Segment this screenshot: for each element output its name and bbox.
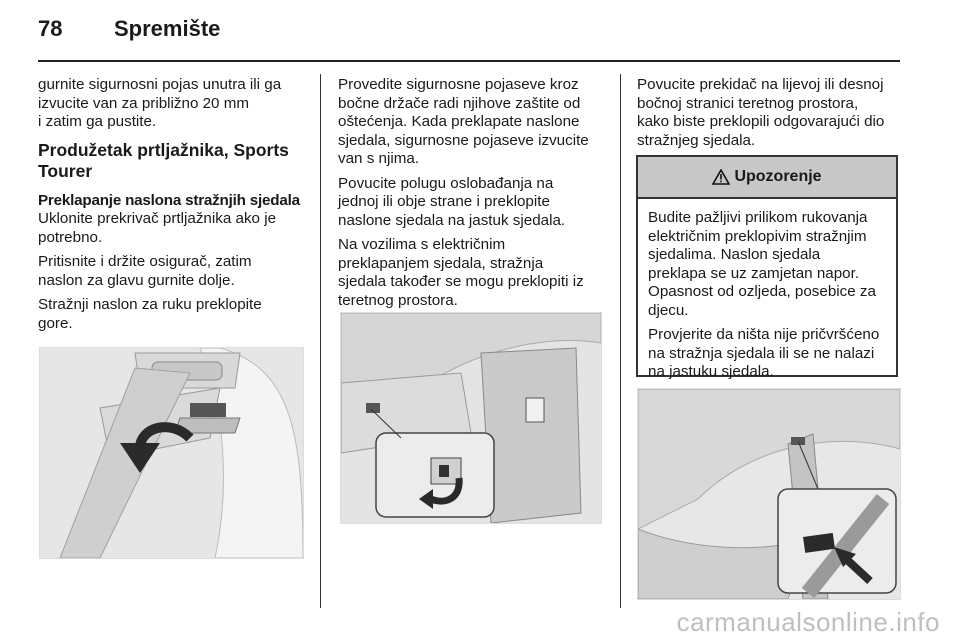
- column-2: [338, 76, 608, 316]
- paragraph: [338, 175, 608, 231]
- heading-line: Produžetak prtljažnika, Sports: [38, 139, 289, 160]
- paragraph: [38, 210, 308, 247]
- paragraph: [338, 76, 608, 169]
- page-number: 78: [38, 16, 63, 41]
- warning-body: [638, 199, 896, 398]
- text-line: sjedala, sigurnosne pojaseve izvucite: [338, 131, 589, 149]
- warning-box: [636, 155, 898, 380]
- cargo-release-illustration: [340, 312, 602, 524]
- watermark: carmanualsonline.info: [676, 607, 940, 637]
- text-line: jednoj ili obje strane i preklopite: [338, 193, 550, 210]
- column-1: [38, 76, 308, 339]
- text-line: naslone sjedala na jastuk sjedala.: [338, 211, 566, 229]
- column-divider-2: [620, 74, 621, 608]
- paragraph: [338, 236, 608, 310]
- subheading-folding-seats: Preklapanje naslona stražnjih sjedala: [38, 191, 300, 209]
- text-line: gore.: [38, 314, 73, 332]
- text-line: električnim preklopivim stražnjim: [648, 227, 867, 245]
- text-line: oštećenja. Kada preklapate naslone: [338, 113, 580, 130]
- intro-paragraph: [38, 76, 308, 132]
- header-divider: [38, 60, 900, 62]
- heading-line: Tourer: [38, 160, 93, 181]
- text-line: Pritisnite i držite osigurač, zatim: [38, 253, 252, 270]
- text-line: kako biste preklopili odgovarajući dio: [637, 113, 885, 130]
- warning-triangle-icon: [712, 169, 730, 185]
- column-divider-1: [320, 74, 321, 608]
- warning-title: Upozorenje: [734, 168, 822, 185]
- paragraph: [38, 296, 308, 333]
- text-line: i zatim ga pustite.: [38, 113, 157, 130]
- text-line: sjedala također se mogu preklopiti iz: [338, 273, 584, 290]
- text-line: Stražnji naslon za ruku preklopite: [38, 296, 262, 313]
- text-line: Na vozilima s električnim: [338, 236, 506, 253]
- text-line: izvucite van za približno 20 mm: [38, 94, 250, 112]
- text-line: Budite pažljivi prilikom rukovanja: [648, 209, 868, 226]
- text-line: sjedalima. Naslon sjedala: [648, 246, 821, 263]
- text-line: gurnite sigurnosni pojas unutra ili ga: [38, 76, 282, 93]
- seat-switch-illustration: [637, 388, 901, 600]
- text-line: stražnjeg sjedala.: [637, 131, 756, 149]
- text-line: Provedite sigurnosne pojaseve kroz: [338, 76, 579, 93]
- text-line: bočnoj stranici teretnog prostora,: [637, 94, 859, 112]
- text-line: teretnog prostora.: [338, 291, 458, 309]
- section-title: Spremište: [114, 16, 221, 41]
- text-line: naslon za glavu gurnite dolje.: [38, 271, 235, 289]
- column-3: [637, 76, 907, 156]
- paragraph: [38, 253, 308, 290]
- text-line: Provjerite da ništa nije pričvršćeno: [648, 326, 880, 343]
- text-line: na stražnja sjedala ili se ne nalazi: [648, 344, 875, 362]
- warning-paragraph: [648, 209, 886, 320]
- text-line: Opasnost od ozljeda, posebice za: [648, 283, 876, 300]
- heading-cargo-extension: [38, 140, 308, 182]
- text-line: na jastuku sjedala.: [648, 363, 774, 380]
- warning-paragraph: [648, 326, 886, 382]
- headrest-illustration: [39, 347, 304, 559]
- text-line: Uklonite prekrivač prtljažnika ako je: [38, 210, 277, 227]
- paragraph: [637, 76, 907, 150]
- text-line: Povucite prekidač na lijevoj ili desnoj: [637, 76, 884, 93]
- text-line: bočne držače radi njihove zaštite od: [338, 94, 581, 112]
- text-line: djecu.: [648, 301, 689, 319]
- text-line: Povucite polugu oslobađanja na: [338, 174, 554, 192]
- text-line: preklapa se uz zamjetan napor.: [648, 264, 860, 282]
- text-line: preklapanjem sjedala, stražnja: [338, 254, 544, 272]
- text-line: potrebno.: [38, 228, 103, 246]
- text-line: van s njima.: [338, 150, 420, 167]
- warning-header: [638, 157, 896, 199]
